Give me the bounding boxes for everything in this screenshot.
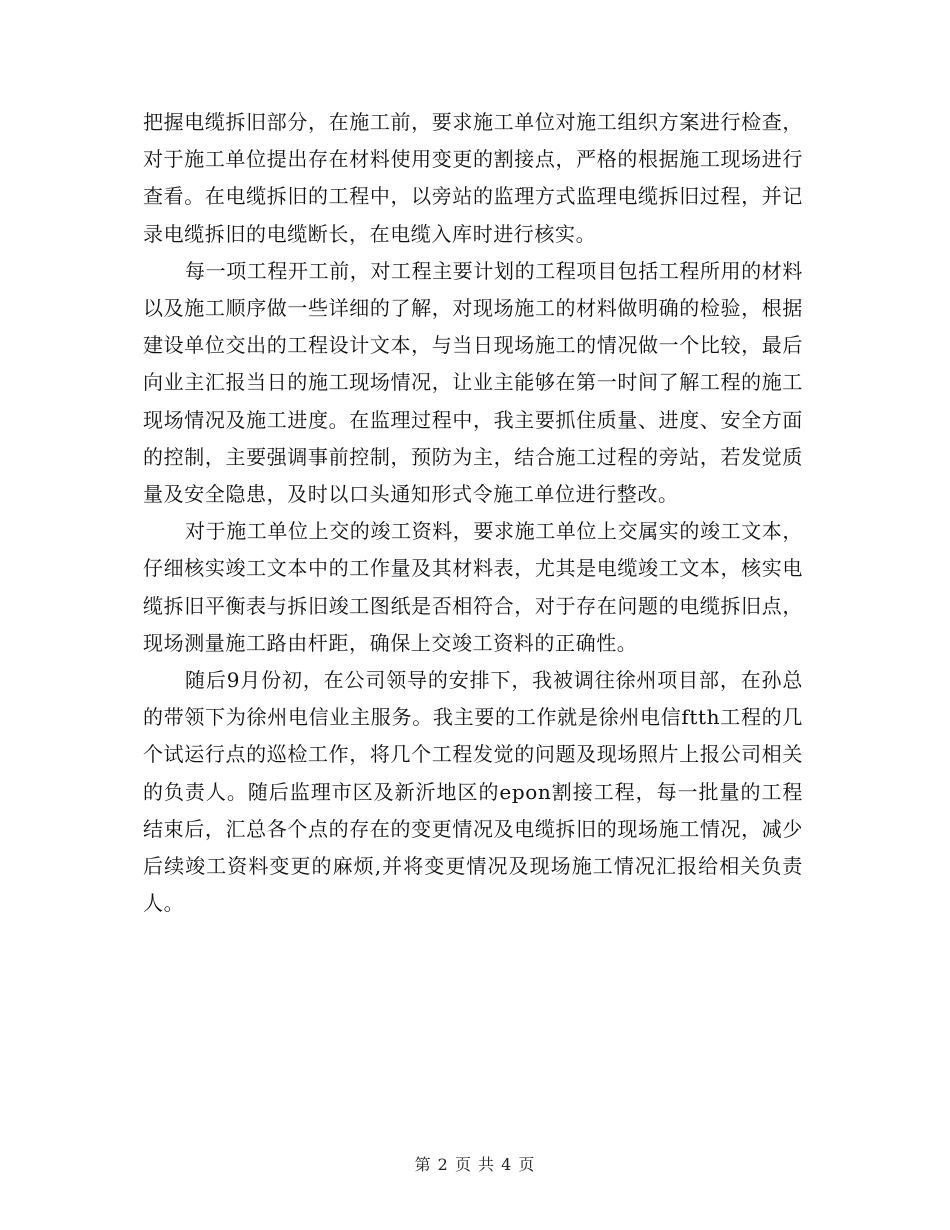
paragraph-completion-docs: 对于施工单位上交的竣工资料，要求施工单位上交属实的竣工文本，仔细核实竣工文本中的工作量及其材料表，尤其是电缆竣工文本，核实电缆拆旧平衡表与拆旧竣工图纸是否相符合，对于存在问题的电缆拆旧点，现场测量施工路由杆距，确保上交竣工资料的正确性。 [143,519,803,655]
paragraph-cable-removal: 把握电缆拆旧部分，在施工前，要求施工单位对施工组织方案进行检查，对于施工单位提出存在材料使用变更的割接点，严格的根据施工现场进行查看。在电缆拆旧的工程中，以旁站的监理方式监理电缆拆旧过程，并记录电缆拆旧的电缆断长，在电缆入库时进行核实。 [143,110,803,246]
paragraph-xuzhou-transfer: 随后9月份初，在公司领导的安排下，我被调往徐州项目部，在孙总的带领下为徐州电信业主服务。我主要的工作就是徐州电信ftth工程的几个试运行点的巡检工作，将几个工程发觉的问题及现场照片上报公司相关的负责人。随后监理市区及新沂地区的epon割接工程，每一批量的工程结束后，汇总各个点的存在的变更情况及电缆拆旧的现场施工情况，减少后续竣工资料变更的麻烦,并将变更情况及现场施工情况汇报给相关负责人。 [143,668,803,916]
page-footer [0,1152,950,1175]
body-text [143,104,803,922]
page-number: 第 2 页 共 4 页 [414,1155,536,1174]
paragraph-project-start: 每一项工程开工前，对工程主要计划的工程项目包括工程所用的材料以及施工顺序做一些详细的了解，对现场施工的材料做明确的检验，根据建设单位交出的工程设计文本，与当日现场施工的情况做一个比较，最后向业主汇报当日的施工现场情况，让业主能够在第一时间了解工程的施工现场情况及施工进度。在监理过程中，我主要抓住质量、进度、安全方面的控制，主要强调事前控制，预防为主，结合施工过程的旁站，若发觉质量及安全隐患，及时以口头通知形式令施工单位进行整改。 [143,258,803,507]
